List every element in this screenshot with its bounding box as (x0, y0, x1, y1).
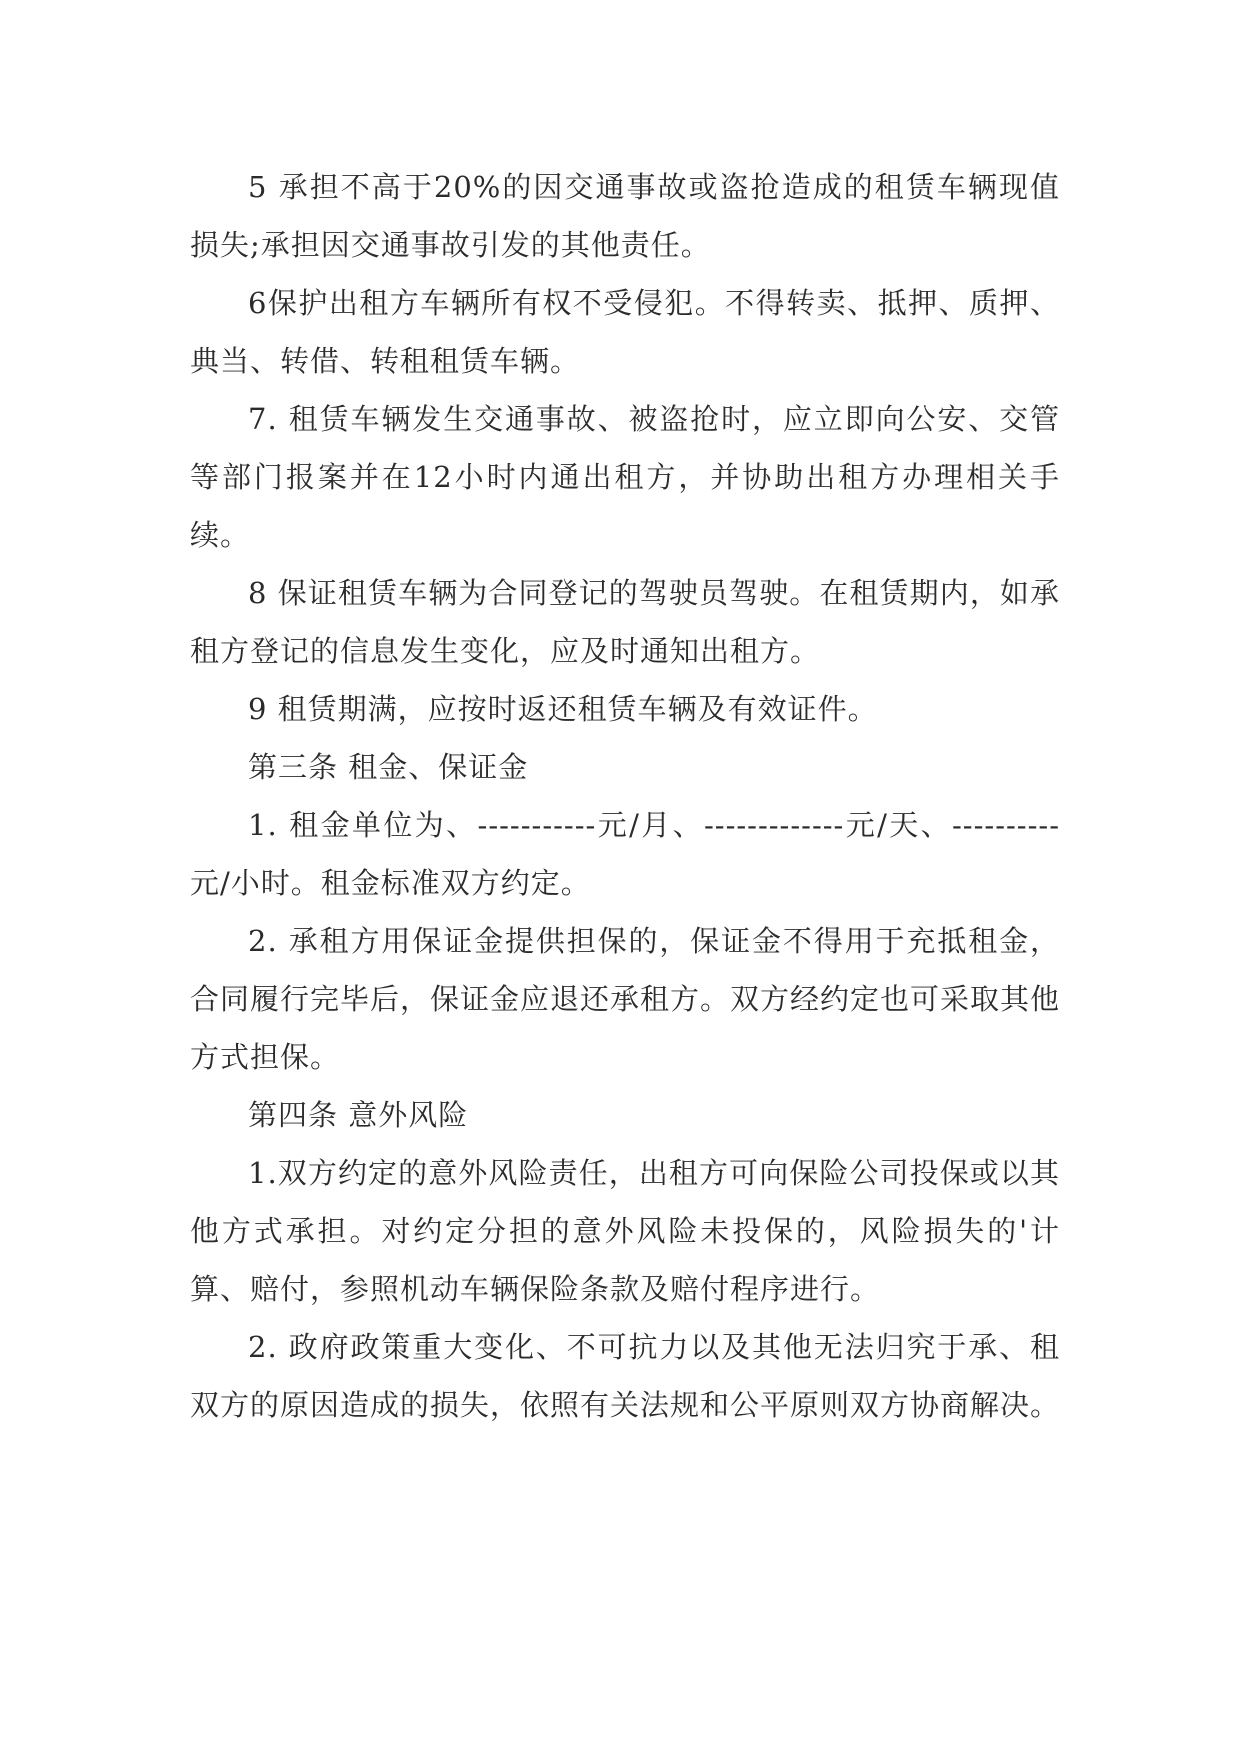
document-body (190, 158, 1060, 1434)
clause-7-paragraph: 7. 租赁车辆发生交通事故、被盗抢时，应立即向公安、交管等部门报案并在12小时内通出租方，并协助出租方办理相关手续。 (190, 402, 1060, 552)
article-3-heading: 第三条 租金、保证金 (248, 750, 529, 784)
risk-clause-1-paragraph: 1.双方约定的意外风险责任，出租方可向保险公司投保或以其他方式承担。对约定分担的意外风险未投保的，风险损失的'计算、赔付，参照机动车辆保险条款及赔付程序进行。 (190, 1156, 1060, 1306)
clause-5-paragraph: 5 承担不高于20%的因交通事故或盗抢造成的租赁车辆现值损失;承担因交通事故引发的其他责任。 (190, 170, 1060, 262)
clause-8-paragraph: 8 保证租赁车辆为合同登记的驾驶员驾驶。在租赁期内，如承租方登记的信息发生变化，应及时通知出租方。 (190, 576, 1060, 668)
rent-clause-1-paragraph: 1. 租金单位为、-----------元/月、-------------元/天、----------元/小时。租金标准双方约定。 (190, 808, 1060, 900)
clause-6-paragraph: 6保护出租方车辆所有权不受侵犯。不得转卖、抵押、质押、典当、转借、转租租赁车辆。 (190, 286, 1060, 378)
clause-9-paragraph: 9 租赁期满，应按时返还租赁车辆及有效证件。 (248, 692, 878, 726)
article-4-heading: 第四条 意外风险 (248, 1098, 469, 1132)
rent-clause-2-paragraph: 2. 承租方用保证金提供担保的，保证金不得用于充抵租金，合同履行完毕后，保证金应退还承租方。双方经约定也可采取其他方式担保。 (190, 924, 1061, 1074)
risk-clause-2-paragraph: 2. 政府政策重大变化、不可抗力以及其他无法归究于承、租双方的原因造成的损失，依照有关法规和公平原则双方协商解决。 (190, 1330, 1061, 1422)
